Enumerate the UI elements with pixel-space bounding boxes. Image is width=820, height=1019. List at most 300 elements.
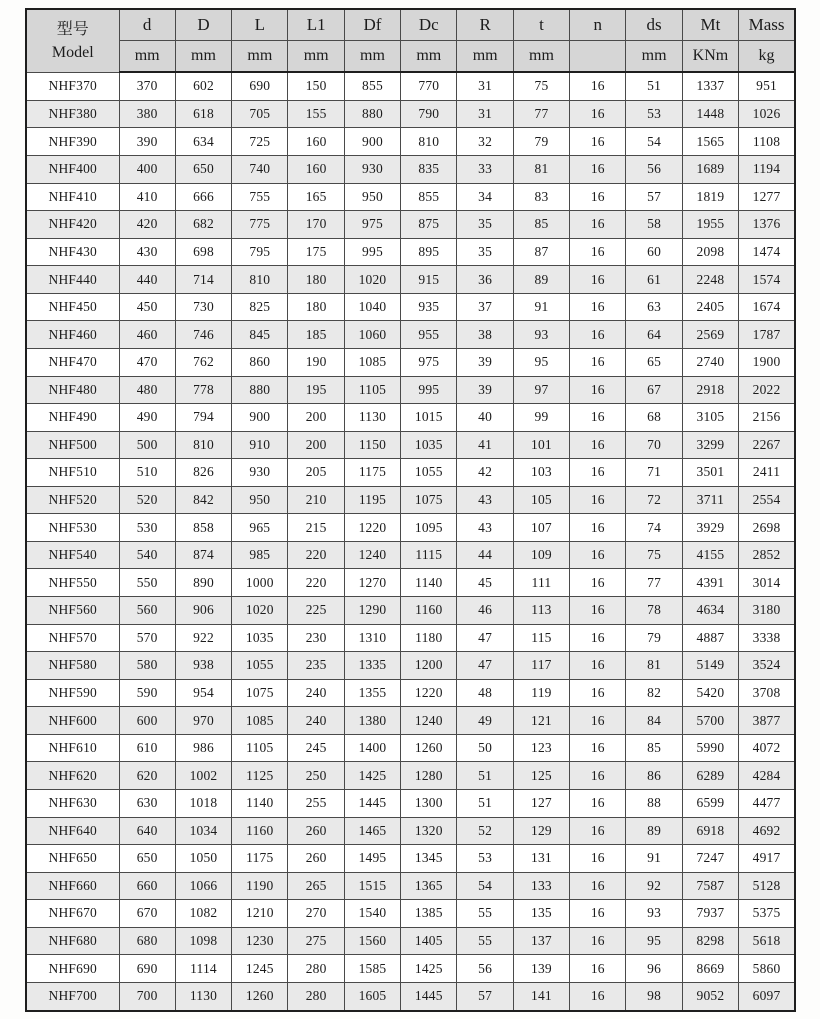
column-header-l1: L1 <box>288 9 344 41</box>
table-cell: 9052 <box>682 982 738 1011</box>
table-cell: 440 <box>119 266 175 294</box>
table-cell: 1300 <box>401 789 457 817</box>
column-header-n: n <box>570 9 626 41</box>
model-cell: NHF580 <box>26 652 119 680</box>
table-cell: 275 <box>288 927 344 955</box>
table-cell: 1385 <box>401 900 457 928</box>
table-cell: 2569 <box>682 321 738 349</box>
table-cell: 95 <box>513 348 569 376</box>
table-cell: 1190 <box>232 872 288 900</box>
table-row-NHF430 <box>26 238 795 266</box>
table-cell: 810 <box>232 266 288 294</box>
unit-header-d: mm <box>119 41 175 73</box>
table-cell: 450 <box>119 293 175 321</box>
table-cell: 1335 <box>344 652 400 680</box>
table-cell: 230 <box>288 624 344 652</box>
table-cell: 1018 <box>175 789 231 817</box>
table-row-NHF410 <box>26 183 795 211</box>
model-cell: NHF390 <box>26 128 119 156</box>
table-cell: 430 <box>119 238 175 266</box>
table-cell: 890 <box>175 569 231 597</box>
table-cell: 1376 <box>739 211 795 239</box>
table-cell: 123 <box>513 734 569 762</box>
table-cell: 3711 <box>682 486 738 514</box>
table-cell: 1002 <box>175 762 231 790</box>
table-cell: 16 <box>570 100 626 128</box>
table-cell: 1400 <box>344 734 400 762</box>
table-cell: 81 <box>513 156 569 184</box>
table-cell: 1405 <box>401 927 457 955</box>
table-cell: 43 <box>457 514 513 542</box>
table-cell: 470 <box>119 348 175 376</box>
table-cell: 16 <box>570 486 626 514</box>
table-cell: 880 <box>232 376 288 404</box>
table-cell: 3501 <box>682 459 738 487</box>
table-row-NHF520 <box>26 486 795 514</box>
column-header-ds: ds <box>626 9 682 41</box>
table-cell: 16 <box>570 431 626 459</box>
table-cell: 1035 <box>401 431 457 459</box>
table-cell: 1055 <box>401 459 457 487</box>
table-cell: 1540 <box>344 900 400 928</box>
table-cell: 1230 <box>232 927 288 955</box>
table-cell: 1565 <box>682 128 738 156</box>
table-row-NHF460 <box>26 321 795 349</box>
table-cell: 250 <box>288 762 344 790</box>
table-row-NHF490 <box>26 404 795 432</box>
table-cell: 1220 <box>401 679 457 707</box>
table-cell: 32 <box>457 128 513 156</box>
table-cell: 48 <box>457 679 513 707</box>
table-cell: 954 <box>175 679 231 707</box>
table-cell: 1040 <box>344 293 400 321</box>
unit-header-dc: mm <box>401 41 457 73</box>
table-cell: 141 <box>513 982 569 1011</box>
table-row-NHF470 <box>26 348 795 376</box>
table-cell: 56 <box>457 955 513 983</box>
model-cell: NHF590 <box>26 679 119 707</box>
table-row-NHF440 <box>26 266 795 294</box>
table-cell: 3524 <box>739 652 795 680</box>
table-cell: 3877 <box>739 707 795 735</box>
table-cell: 101 <box>513 431 569 459</box>
table-cell: 1260 <box>401 734 457 762</box>
table-cell: 4887 <box>682 624 738 652</box>
table-cell: 5149 <box>682 652 738 680</box>
table-row-NHF370 <box>26 72 795 100</box>
table-cell: 1240 <box>344 541 400 569</box>
table-cell: 705 <box>232 100 288 128</box>
table-cell: 36 <box>457 266 513 294</box>
table-cell: 260 <box>288 845 344 873</box>
table-cell: 70 <box>626 431 682 459</box>
table-cell: 4634 <box>682 597 738 625</box>
table-cell: 195 <box>288 376 344 404</box>
table-cell: 1085 <box>344 348 400 376</box>
table-cell: 57 <box>457 982 513 1011</box>
model-cell: NHF670 <box>26 900 119 928</box>
table-cell: 855 <box>344 72 400 100</box>
table-cell: 127 <box>513 789 569 817</box>
table-cell: 6289 <box>682 762 738 790</box>
table-cell: 4155 <box>682 541 738 569</box>
table-row-NHF500 <box>26 431 795 459</box>
table-cell: 510 <box>119 459 175 487</box>
table-cell: 16 <box>570 376 626 404</box>
spec-table-head <box>26 9 795 72</box>
table-cell: 794 <box>175 404 231 432</box>
table-cell: 165 <box>288 183 344 211</box>
model-cell: NHF470 <box>26 348 119 376</box>
model-cell: NHF480 <box>26 376 119 404</box>
table-cell: 1175 <box>232 845 288 873</box>
model-cell: NHF540 <box>26 541 119 569</box>
table-cell: 96 <box>626 955 682 983</box>
table-cell: 1034 <box>175 817 231 845</box>
table-cell: 1320 <box>401 817 457 845</box>
table-cell: 1160 <box>401 597 457 625</box>
table-cell: 700 <box>119 982 175 1011</box>
table-cell: 175 <box>288 238 344 266</box>
model-cell: NHF520 <box>26 486 119 514</box>
table-cell: 826 <box>175 459 231 487</box>
table-cell: 75 <box>626 541 682 569</box>
model-cell: NHF410 <box>26 183 119 211</box>
table-row-NHF620 <box>26 762 795 790</box>
table-cell: 85 <box>513 211 569 239</box>
table-cell: 92 <box>626 872 682 900</box>
table-cell: 1085 <box>232 707 288 735</box>
table-cell: 795 <box>232 238 288 266</box>
table-row-NHF420 <box>26 211 795 239</box>
table-cell: 54 <box>626 128 682 156</box>
table-cell: 16 <box>570 238 626 266</box>
table-cell: 1495 <box>344 845 400 873</box>
table-cell: 630 <box>119 789 175 817</box>
model-cell: NHF420 <box>26 211 119 239</box>
table-cell: 16 <box>570 569 626 597</box>
model-cell: NHF500 <box>26 431 119 459</box>
model-cell: NHF640 <box>26 817 119 845</box>
model-cell: NHF450 <box>26 293 119 321</box>
table-cell: 670 <box>119 900 175 928</box>
table-cell: 690 <box>119 955 175 983</box>
table-row-NHF390 <box>26 128 795 156</box>
table-cell: 8298 <box>682 927 738 955</box>
table-cell: 560 <box>119 597 175 625</box>
table-cell: 50 <box>457 734 513 762</box>
table-cell: 200 <box>288 404 344 432</box>
table-cell: 2852 <box>739 541 795 569</box>
spec-table-page <box>25 8 796 1012</box>
table-cell: 16 <box>570 72 626 100</box>
model-cell: NHF570 <box>26 624 119 652</box>
table-cell: 131 <box>513 845 569 873</box>
table-cell: 60 <box>626 238 682 266</box>
table-cell: 83 <box>513 183 569 211</box>
model-cell: NHF680 <box>26 927 119 955</box>
table-cell: 103 <box>513 459 569 487</box>
table-cell: 58 <box>626 211 682 239</box>
table-cell: 986 <box>175 734 231 762</box>
table-cell: 2248 <box>682 266 738 294</box>
table-cell: 680 <box>119 927 175 955</box>
table-row-NHF680 <box>26 927 795 955</box>
table-row-NHF560 <box>26 597 795 625</box>
table-cell: 6097 <box>739 982 795 1011</box>
table-cell: 255 <box>288 789 344 817</box>
table-cell: 460 <box>119 321 175 349</box>
header-row-units <box>26 41 795 73</box>
table-cell: 935 <box>401 293 457 321</box>
table-cell: 1365 <box>401 872 457 900</box>
table-cell: 55 <box>457 900 513 928</box>
table-cell: 107 <box>513 514 569 542</box>
table-cell: 666 <box>175 183 231 211</box>
table-cell: 520 <box>119 486 175 514</box>
table-cell: 49 <box>457 707 513 735</box>
table-cell: 91 <box>513 293 569 321</box>
table-cell: 775 <box>232 211 288 239</box>
table-cell: 16 <box>570 597 626 625</box>
table-cell: 1445 <box>401 982 457 1011</box>
table-cell: 3014 <box>739 569 795 597</box>
table-cell: 1105 <box>344 376 400 404</box>
table-cell: 270 <box>288 900 344 928</box>
table-cell: 4391 <box>682 569 738 597</box>
unit-header-t: mm <box>513 41 569 73</box>
table-cell: 8669 <box>682 955 738 983</box>
table-row-NHF400 <box>26 156 795 184</box>
table-cell: 600 <box>119 707 175 735</box>
table-cell: 530 <box>119 514 175 542</box>
unit-header-l1: mm <box>288 41 344 73</box>
column-header-r: R <box>457 9 513 41</box>
table-cell: 1130 <box>175 982 231 1011</box>
table-cell: 1195 <box>344 486 400 514</box>
table-cell: 215 <box>288 514 344 542</box>
model-cell: NHF430 <box>26 238 119 266</box>
table-cell: 1000 <box>232 569 288 597</box>
table-cell: 634 <box>175 128 231 156</box>
table-cell: 1020 <box>232 597 288 625</box>
column-header-l: L <box>232 9 288 41</box>
table-cell: 46 <box>457 597 513 625</box>
table-cell: 790 <box>401 100 457 128</box>
table-cell: 4477 <box>739 789 795 817</box>
table-cell: 1066 <box>175 872 231 900</box>
table-cell: 31 <box>457 72 513 100</box>
model-cell: NHF620 <box>26 762 119 790</box>
table-cell: 1445 <box>344 789 400 817</box>
table-cell: 3105 <box>682 404 738 432</box>
unit-header-ds: mm <box>626 41 682 73</box>
table-cell: 650 <box>175 156 231 184</box>
unit-header-mt: KNm <box>682 41 738 73</box>
model-label-en: Model <box>51 43 94 61</box>
table-cell: 16 <box>570 514 626 542</box>
table-cell: 975 <box>344 211 400 239</box>
model-cell: NHF660 <box>26 872 119 900</box>
model-cell: NHF610 <box>26 734 119 762</box>
table-cell: 139 <box>513 955 569 983</box>
table-cell: 2740 <box>682 348 738 376</box>
table-cell: 698 <box>175 238 231 266</box>
table-cell: 16 <box>570 817 626 845</box>
table-cell: 91 <box>626 845 682 873</box>
table-cell: 35 <box>457 238 513 266</box>
table-cell: 205 <box>288 459 344 487</box>
table-cell: 40 <box>457 404 513 432</box>
table-cell: 95 <box>626 927 682 955</box>
table-cell: 81 <box>626 652 682 680</box>
table-cell: 16 <box>570 845 626 873</box>
table-row-NHF540 <box>26 541 795 569</box>
table-row-NHF630 <box>26 789 795 817</box>
table-row-NHF480 <box>26 376 795 404</box>
table-row-NHF650 <box>26 845 795 873</box>
table-cell: 74 <box>626 514 682 542</box>
table-cell: 16 <box>570 707 626 735</box>
table-cell: 7247 <box>682 845 738 873</box>
column-header-mt: Mt <box>682 9 738 41</box>
table-cell: 1310 <box>344 624 400 652</box>
table-cell: 390 <box>119 128 175 156</box>
table-cell: 970 <box>175 707 231 735</box>
table-cell: 220 <box>288 541 344 569</box>
table-cell: 93 <box>513 321 569 349</box>
table-cell: 714 <box>175 266 231 294</box>
table-cell: 16 <box>570 266 626 294</box>
table-cell: 280 <box>288 955 344 983</box>
table-cell: 755 <box>232 183 288 211</box>
table-cell: 240 <box>288 707 344 735</box>
table-cell: 16 <box>570 541 626 569</box>
table-cell: 2554 <box>739 486 795 514</box>
table-cell: 137 <box>513 927 569 955</box>
table-cell: 1200 <box>401 652 457 680</box>
table-cell: 125 <box>513 762 569 790</box>
table-cell: 930 <box>232 459 288 487</box>
table-cell: 1050 <box>175 845 231 873</box>
model-cell: NHF650 <box>26 845 119 873</box>
table-cell: 1140 <box>232 789 288 817</box>
table-cell: 1605 <box>344 982 400 1011</box>
table-cell: 1105 <box>232 734 288 762</box>
table-cell: 133 <box>513 872 569 900</box>
table-cell: 16 <box>570 183 626 211</box>
table-cell: 98 <box>626 982 682 1011</box>
table-cell: 170 <box>288 211 344 239</box>
table-cell: 79 <box>513 128 569 156</box>
table-cell: 1125 <box>232 762 288 790</box>
table-cell: 119 <box>513 679 569 707</box>
column-header-d: D <box>175 9 231 41</box>
table-cell: 67 <box>626 376 682 404</box>
column-header-t: t <box>513 9 569 41</box>
model-cell: NHF370 <box>26 72 119 100</box>
table-cell: 2698 <box>739 514 795 542</box>
unit-header-r: mm <box>457 41 513 73</box>
table-cell: 5128 <box>739 872 795 900</box>
table-cell: 38 <box>457 321 513 349</box>
table-row-NHF570 <box>26 624 795 652</box>
model-cell: NHF600 <box>26 707 119 735</box>
table-cell: 55 <box>457 927 513 955</box>
table-row-NHF450 <box>26 293 795 321</box>
table-cell: 72 <box>626 486 682 514</box>
table-cell: 1130 <box>344 404 400 432</box>
table-cell: 180 <box>288 293 344 321</box>
table-cell: 1175 <box>344 459 400 487</box>
table-cell: 53 <box>626 100 682 128</box>
table-cell: 938 <box>175 652 231 680</box>
table-cell: 87 <box>513 238 569 266</box>
table-row-NHF660 <box>26 872 795 900</box>
table-row-NHF510 <box>26 459 795 487</box>
table-cell: 180 <box>288 266 344 294</box>
table-cell: 590 <box>119 679 175 707</box>
table-row-NHF550 <box>26 569 795 597</box>
column-header-dc: Dc <box>401 9 457 41</box>
table-cell: 16 <box>570 679 626 707</box>
table-cell: 53 <box>457 845 513 873</box>
table-cell: 5990 <box>682 734 738 762</box>
table-cell: 3708 <box>739 679 795 707</box>
table-cell: 762 <box>175 348 231 376</box>
table-cell: 1277 <box>739 183 795 211</box>
table-cell: 2405 <box>682 293 738 321</box>
table-cell: 1098 <box>175 927 231 955</box>
table-cell: 5618 <box>739 927 795 955</box>
table-cell: 5700 <box>682 707 738 735</box>
table-cell: 570 <box>119 624 175 652</box>
table-cell: 995 <box>401 376 457 404</box>
table-cell: 65 <box>626 348 682 376</box>
table-cell: 955 <box>401 321 457 349</box>
table-cell: 618 <box>175 100 231 128</box>
table-cell: 855 <box>401 183 457 211</box>
table-cell: 16 <box>570 293 626 321</box>
table-cell: 225 <box>288 597 344 625</box>
header-row-labels <box>26 9 795 41</box>
table-cell: 810 <box>401 128 457 156</box>
table-cell: 16 <box>570 734 626 762</box>
model-cell: NHF560 <box>26 597 119 625</box>
table-cell: 2411 <box>739 459 795 487</box>
table-cell: 2022 <box>739 376 795 404</box>
unit-header-mass: kg <box>739 41 795 73</box>
table-cell: 78 <box>626 597 682 625</box>
table-cell: 56 <box>626 156 682 184</box>
table-cell: 111 <box>513 569 569 597</box>
table-cell: 370 <box>119 72 175 100</box>
table-cell: 63 <box>626 293 682 321</box>
table-cell: 650 <box>119 845 175 873</box>
table-cell: 68 <box>626 404 682 432</box>
table-row-NHF670 <box>26 900 795 928</box>
table-cell: 210 <box>288 486 344 514</box>
model-cell: NHF630 <box>26 789 119 817</box>
table-cell: 265 <box>288 872 344 900</box>
table-cell: 1055 <box>232 652 288 680</box>
table-cell: 1448 <box>682 100 738 128</box>
table-cell: 16 <box>570 211 626 239</box>
table-cell: 1465 <box>344 817 400 845</box>
unit-header-d: mm <box>175 41 231 73</box>
table-cell: 7937 <box>682 900 738 928</box>
table-cell: 740 <box>232 156 288 184</box>
